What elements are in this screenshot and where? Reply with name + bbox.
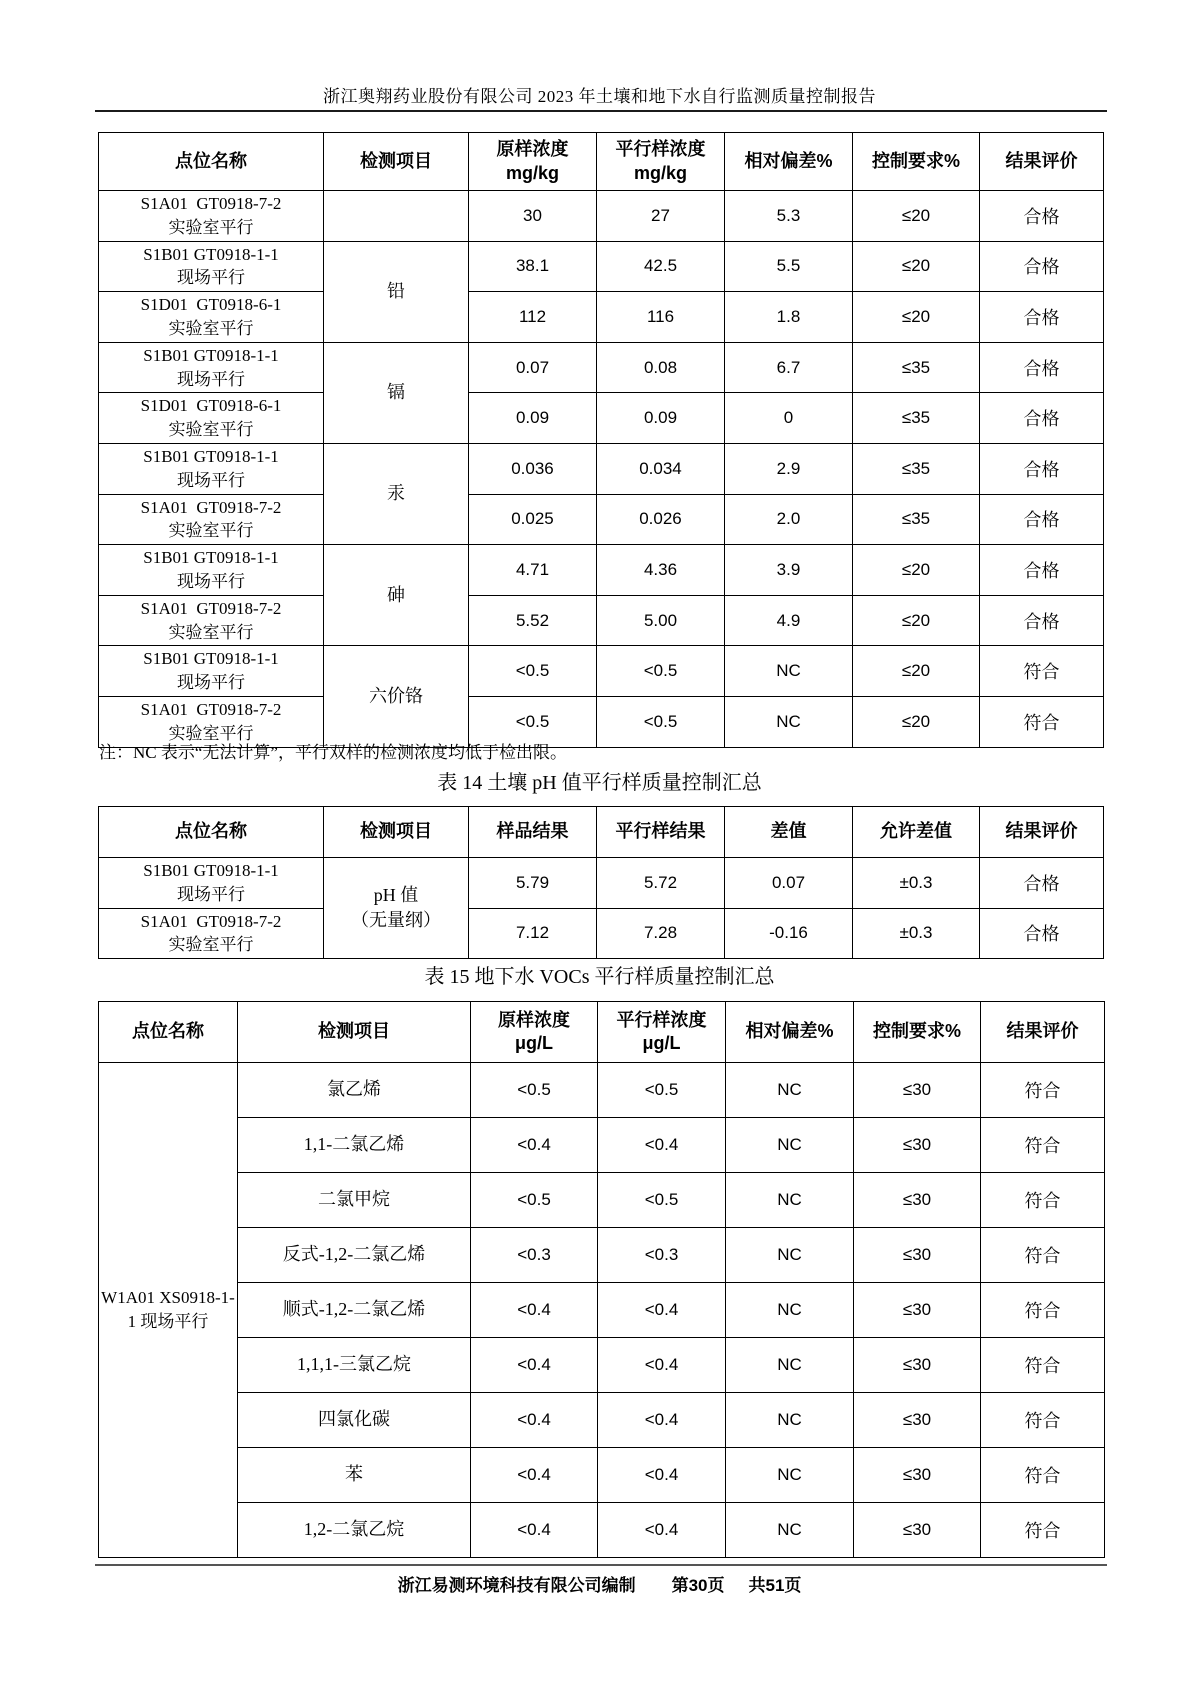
value-cell: 2.9: [725, 443, 853, 494]
table-row: [99, 191, 1104, 242]
table-row: [99, 292, 1104, 343]
value-cell: 0.025: [469, 494, 597, 545]
item-cell: 二氯甲烷: [238, 1173, 471, 1228]
value-cell: <0.4: [598, 1503, 726, 1558]
site-cell: [99, 646, 324, 697]
site-id: S1A01 GT0918-7-2: [140, 497, 282, 517]
column-header-limit: 控制要求%: [853, 133, 980, 191]
soil-ph-qc-table: [98, 806, 1104, 959]
value-cell: NC: [725, 696, 853, 747]
value-cell: <0.5: [597, 646, 725, 697]
table-row: [99, 1393, 1105, 1448]
value-cell: 38.1: [469, 241, 597, 292]
value-cell: <0.4: [598, 1118, 726, 1173]
column-header-rpd: 相对偏差%: [726, 1002, 854, 1063]
result-cell: 符合: [981, 1063, 1105, 1118]
value-cell: 7.28: [597, 908, 725, 959]
value-cell: NC: [726, 1338, 854, 1393]
value-cell: <0.4: [598, 1283, 726, 1338]
value-cell: NC: [726, 1228, 854, 1283]
site-id: S1B01 GT0918-1-1: [143, 244, 279, 264]
site-type: 实验室平行: [168, 622, 254, 642]
value-cell: NC: [726, 1448, 854, 1503]
site-type: 实验室平行: [168, 420, 254, 440]
result-cell: 合格: [980, 292, 1104, 343]
limit-cell: ≤35: [853, 494, 980, 545]
item-name: pH 值: [373, 884, 419, 905]
limit-cell: ≤30: [854, 1063, 981, 1118]
limit-cell: ≤20: [853, 241, 980, 292]
column-header-original: [469, 133, 597, 191]
item-cell: [324, 191, 469, 242]
column-header-result: 结果评价: [981, 1002, 1105, 1063]
limit-cell: ≤30: [854, 1503, 981, 1558]
column-header-result: 结果评价: [980, 133, 1104, 191]
item-cell: 苯: [238, 1448, 471, 1503]
site-cell: [99, 858, 324, 909]
column-header-unit: mg/kg: [633, 162, 687, 183]
column-header-item: 检测项目: [238, 1002, 471, 1063]
table-row: [99, 1118, 1105, 1173]
value-cell: 0.034: [597, 443, 725, 494]
column-header-site: 点位名称: [99, 807, 324, 858]
site-cell: [99, 545, 324, 596]
value-cell: 0.08: [597, 342, 725, 393]
result-cell: 合格: [980, 908, 1104, 959]
limit-cell: ≤20: [853, 696, 980, 747]
limit-cell: ≤30: [854, 1173, 981, 1228]
value-cell: 6.7: [725, 342, 853, 393]
site-id: S1D01 GT0918-6-1: [140, 396, 282, 416]
item-cell-ph: [324, 858, 469, 959]
site-type: 现场平行: [177, 884, 245, 904]
result-cell: 合格: [980, 494, 1104, 545]
column-header-difference: 差值: [725, 807, 853, 858]
value-cell: <0.4: [598, 1393, 726, 1448]
item-cell-hexavalent-chromium: 六价铬: [324, 646, 469, 747]
item-unit: （无量纲）: [351, 910, 441, 931]
column-header-unit: μg/L: [514, 1033, 553, 1053]
column-header-site: 点位名称: [99, 1002, 238, 1063]
value-cell: 112: [469, 292, 597, 343]
value-cell: 0.036: [469, 443, 597, 494]
header-rule: [95, 110, 1107, 112]
site-cell: [99, 908, 324, 959]
footer-total-unit: 页: [784, 1576, 802, 1595]
item-cell: 反式-1,2-二氯乙烯: [238, 1228, 471, 1283]
site-type: 实验室平行: [168, 521, 254, 541]
limit-cell: ≤30: [854, 1338, 981, 1393]
item-cell-lead: 铅: [324, 241, 469, 342]
footer-page-unit: 页: [707, 1576, 725, 1595]
value-cell: <0.4: [471, 1448, 598, 1503]
column-header-item: 检测项目: [324, 133, 469, 191]
site-id: S1B01 GT0918-1-1: [143, 345, 279, 365]
value-cell: NC: [726, 1283, 854, 1338]
column-header-site: 点位名称: [99, 133, 324, 191]
site-type: 现场平行: [177, 673, 245, 693]
column-header-sample-result: 样品结果: [469, 807, 597, 858]
item-cell: 顺式-1,2-二氯乙烯: [238, 1283, 471, 1338]
footer-total-number: 51: [765, 1576, 785, 1595]
item-cell-arsenic: 砷: [324, 545, 469, 646]
limit-cell: ≤20: [853, 646, 980, 697]
table14-title: 表 14 土壤 pH 值平行样质量控制汇总: [437, 772, 762, 794]
site-id: S1B01 GT0918-1-1: [143, 548, 279, 568]
value-cell: 5.72: [597, 858, 725, 909]
value-cell: <0.4: [598, 1338, 726, 1393]
table-row: [99, 1448, 1105, 1503]
limit-cell: ≤30: [854, 1283, 981, 1338]
result-cell: 合格: [980, 393, 1104, 444]
column-header-duplicate: [598, 1002, 726, 1063]
value-cell: <0.5: [598, 1063, 726, 1118]
value-cell: <0.4: [471, 1503, 598, 1558]
value-cell: 5.5: [725, 241, 853, 292]
limit-cell: ≤20: [853, 191, 980, 242]
table-note: 注：NC 表示“无法计算”，平行双样的检测浓度均低于检出限。: [99, 743, 567, 762]
site-cell: [99, 595, 324, 646]
result-cell: 符合: [981, 1283, 1105, 1338]
value-cell: 5.52: [469, 595, 597, 646]
value-cell: 1.8: [725, 292, 853, 343]
site-id: S1B01 GT0918-1-1: [143, 861, 279, 880]
footer-page-label: 第: [671, 1576, 689, 1595]
value-cell: 5.79: [469, 858, 597, 909]
column-header-allowed-difference: 允许差值: [853, 807, 980, 858]
column-header-result: 结果评价: [980, 807, 1104, 858]
site-cell: [99, 191, 324, 242]
result-cell: 符合: [981, 1393, 1105, 1448]
value-cell: 4.71: [469, 545, 597, 596]
result-cell: 合格: [980, 241, 1104, 292]
limit-cell: ≤20: [853, 595, 980, 646]
site-id: S1A01 GT0918-7-2: [140, 911, 282, 931]
value-cell: 27: [597, 191, 725, 242]
value-cell: <0.4: [598, 1448, 726, 1503]
soil-metals-qc-table: [98, 132, 1104, 748]
value-cell: 0.09: [469, 393, 597, 444]
value-cell: <0.4: [471, 1283, 598, 1338]
site-id: S1A01 GT0918-7-2: [140, 699, 282, 719]
table-row: [99, 443, 1104, 494]
result-cell: 符合: [981, 1118, 1105, 1173]
column-header-duplicate-result: 平行样结果: [597, 807, 725, 858]
item-cell: 四氯化碳: [238, 1393, 471, 1448]
result-cell: 合格: [980, 858, 1104, 909]
value-cell: 4.36: [597, 545, 725, 596]
site-cell: [99, 241, 324, 292]
site-cell-w1a01: W1A01 XS0918-1-1 现场平行: [99, 1063, 238, 1558]
value-cell: NC: [726, 1063, 854, 1118]
limit-cell: ≤30: [854, 1393, 981, 1448]
value-cell: NC: [726, 1503, 854, 1558]
value-cell: 0.07: [725, 858, 853, 909]
result-cell: 符合: [981, 1338, 1105, 1393]
result-cell: 符合: [980, 696, 1104, 747]
site-type: 现场平行: [177, 369, 245, 389]
limit-cell: ≤20: [853, 545, 980, 596]
item-cell-mercury: 汞: [324, 443, 469, 544]
column-header-label: 平行样浓度: [616, 1009, 707, 1030]
value-cell: <0.4: [471, 1393, 598, 1448]
table-row: [99, 545, 1104, 596]
value-cell: <0.4: [471, 1338, 598, 1393]
column-header-original: [471, 1002, 598, 1063]
result-cell: 符合: [981, 1448, 1105, 1503]
value-cell: <0.4: [471, 1118, 598, 1173]
value-cell: -0.16: [725, 908, 853, 959]
value-cell: <0.5: [469, 646, 597, 697]
limit-cell: ≤20: [853, 292, 980, 343]
table-row: [99, 1503, 1105, 1558]
value-cell: 116: [597, 292, 725, 343]
limit-cell: ≤35: [853, 342, 980, 393]
site-type: 实验室平行: [168, 723, 254, 743]
value-cell: 0.07: [469, 342, 597, 393]
value-cell: NC: [726, 1393, 854, 1448]
item-cell: 1,1-二氯乙烯: [238, 1118, 471, 1173]
column-header-label: 平行样浓度: [615, 139, 706, 160]
item-cell: 氯乙烯: [238, 1063, 471, 1118]
column-header-unit: μg/L: [642, 1033, 681, 1053]
site-cell: [99, 494, 324, 545]
site-cell: [99, 342, 324, 393]
site-id: S1A01 GT0918-7-2: [140, 598, 282, 618]
site-cell: [99, 443, 324, 494]
footer-total-label: 共: [748, 1576, 766, 1595]
table-row: [99, 1228, 1105, 1283]
value-cell: 7.12: [469, 908, 597, 959]
value-cell: <0.3: [471, 1228, 598, 1283]
value-cell: <0.3: [598, 1228, 726, 1283]
groundwater-vocs-qc-table: [98, 1001, 1105, 1558]
table-row: [99, 595, 1104, 646]
limit-cell: ≤35: [853, 393, 980, 444]
table-row: [99, 1063, 1105, 1118]
table-row: [99, 1173, 1105, 1228]
site-id: S1A01 GT0918-7-2: [140, 194, 282, 213]
table-row: [99, 908, 1104, 959]
column-header-label: 原样浓度: [496, 139, 569, 160]
limit-cell: ≤30: [854, 1118, 981, 1173]
value-cell: <0.5: [597, 696, 725, 747]
result-cell: 符合: [981, 1228, 1105, 1283]
value-cell: 5.00: [597, 595, 725, 646]
page-footer: [0, 1571, 1199, 1596]
column-header-item: 检测项目: [324, 807, 469, 858]
page-header-title: 浙江奥翔药业股份有限公司 2023 年土壤和地下水自行监测质量控制报告: [323, 87, 876, 106]
value-cell: <0.5: [469, 696, 597, 747]
site-id: S1D01 GT0918-6-1: [140, 295, 282, 315]
result-cell: 合格: [980, 443, 1104, 494]
value-cell: 0.026: [597, 494, 725, 545]
value-cell: <0.5: [598, 1173, 726, 1228]
value-cell: 4.9: [725, 595, 853, 646]
result-cell: 合格: [980, 191, 1104, 242]
column-header-duplicate: [597, 133, 725, 191]
result-cell: 合格: [980, 595, 1104, 646]
site-cell: [99, 393, 324, 444]
site-type: 实验室平行: [168, 217, 254, 237]
footer-page-number: 30: [688, 1576, 708, 1595]
value-cell: NC: [725, 646, 853, 697]
value-cell: 30: [469, 191, 597, 242]
table-row: [99, 858, 1104, 909]
column-header-limit: 控制要求%: [854, 1002, 981, 1063]
limit-cell: ±0.3: [853, 908, 980, 959]
result-cell: 符合: [980, 646, 1104, 697]
site-id: S1B01 GT0918-1-1: [143, 446, 279, 466]
site-type: 实验室平行: [168, 318, 254, 338]
column-header-unit: mg/kg: [505, 162, 559, 183]
site-type: 现场平行: [177, 571, 245, 591]
value-cell: 42.5: [597, 241, 725, 292]
site-type: 现场平行: [177, 268, 245, 288]
value-cell: NC: [726, 1118, 854, 1173]
footer-rule: [95, 1564, 1107, 1566]
limit-cell: ±0.3: [853, 858, 980, 909]
site-type: 现场平行: [177, 470, 245, 490]
value-cell: NC: [726, 1173, 854, 1228]
value-cell: 0: [725, 393, 853, 444]
value-cell: 0.09: [597, 393, 725, 444]
item-cell: 1,1,1-三氯乙烷: [238, 1338, 471, 1393]
result-cell: 合格: [980, 342, 1104, 393]
value-cell: 5.3: [725, 191, 853, 242]
result-cell: 合格: [980, 545, 1104, 596]
value-cell: <0.5: [471, 1173, 598, 1228]
table15-title: 表 15 地下水 VOCs 平行样质量控制汇总: [424, 966, 775, 988]
site-id: S1B01 GT0918-1-1: [143, 649, 279, 669]
limit-cell: ≤30: [854, 1228, 981, 1283]
table-row: [99, 1338, 1105, 1393]
table-row: [99, 241, 1104, 292]
result-cell: 符合: [981, 1503, 1105, 1558]
site-type: 实验室平行: [168, 935, 254, 955]
value-cell: 3.9: [725, 545, 853, 596]
value-cell: <0.5: [471, 1063, 598, 1118]
limit-cell: ≤35: [853, 443, 980, 494]
result-cell: 符合: [981, 1173, 1105, 1228]
limit-cell: ≤30: [854, 1448, 981, 1503]
table-row: [99, 494, 1104, 545]
item-cell-cadmium: 镉: [324, 342, 469, 443]
value-cell: 2.0: [725, 494, 853, 545]
table-row: [99, 342, 1104, 393]
table-row: [99, 646, 1104, 697]
column-header-label: 原样浓度: [498, 1009, 570, 1030]
site-cell: [99, 292, 324, 343]
table-row: [99, 393, 1104, 444]
table-row: [99, 1283, 1105, 1338]
footer-publisher: 浙江易测环境科技有限公司编制: [397, 1576, 636, 1595]
item-cell: 1,2-二氯乙烷: [238, 1503, 471, 1558]
column-header-rpd: 相对偏差%: [725, 133, 853, 191]
